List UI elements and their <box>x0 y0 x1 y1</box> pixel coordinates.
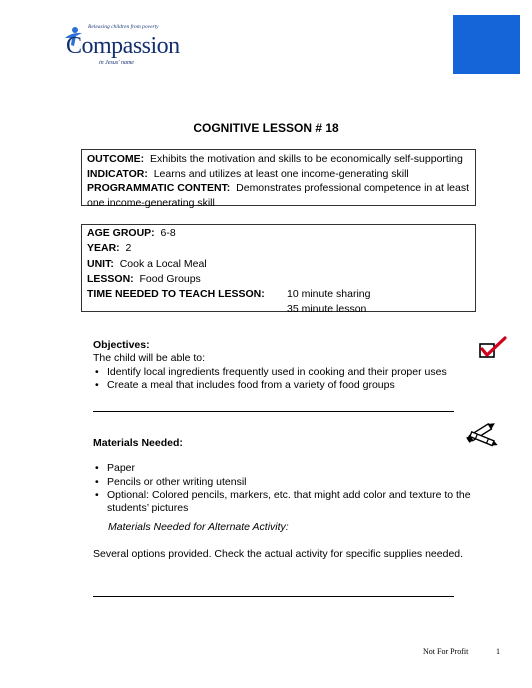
divider <box>93 596 454 597</box>
age-group-label: AGE GROUP: <box>87 227 155 239</box>
year-row <box>87 241 470 256</box>
pencil-crayon-icon <box>466 423 504 449</box>
logo-tagline: Releasing children from poverty <box>88 24 159 30</box>
objectives-list <box>93 366 473 393</box>
page-number: 1 <box>496 647 500 656</box>
checkbox-checked-icon <box>478 336 508 360</box>
logo-subline: in Jesus' name <box>99 60 134 66</box>
lesson-row <box>87 272 470 287</box>
indicator-row <box>87 167 470 182</box>
year-label: YEAR: <box>87 242 120 255</box>
indicator-text: Learns and utilizes at least one income-generating skill <box>153 167 409 180</box>
lesson-info-box <box>81 224 476 316</box>
programmatic-content-label: PROGRAMMATIC CONTENT: <box>87 182 231 194</box>
outcome-label: OUTCOME: <box>87 153 145 165</box>
logo-wordmark: Compassion <box>66 33 180 59</box>
time-label: TIME NEEDED TO TEACH LESSON: <box>87 288 265 301</box>
unit-value: Cook a Local Meal <box>119 257 207 270</box>
unit-label: UNIT: <box>87 257 114 270</box>
list-item: • Identify local ingredients frequently used in cooking and their proper uses <box>107 366 473 379</box>
materials-list <box>93 462 473 515</box>
lesson-title: COGNITIVE LESSON # 18 <box>193 121 339 135</box>
programmatic-content-continued: one income-generating skill <box>87 196 215 209</box>
list-item: • Optional: Colored pencils, markers, etc. that might add color and texture to the students’ pictures <box>107 489 473 516</box>
materials-heading: Materials Needed: <box>93 437 183 449</box>
alternate-materials-heading: Materials Needed for Alternate Activity: <box>108 521 289 534</box>
outcome-text: Exhibits the motivation and skills to be economically self-supporting <box>150 153 463 165</box>
outcome-box <box>81 149 476 209</box>
list-item: • Pencils or other writing utensil <box>107 476 473 489</box>
year-value: 2 <box>125 242 132 255</box>
outcome-row <box>87 152 470 167</box>
brand-color-block <box>453 15 520 74</box>
age-group-row <box>87 226 470 241</box>
materials-section <box>93 437 473 561</box>
programmatic-content-row <box>87 181 470 196</box>
list-item: • Paper <box>107 462 473 475</box>
time-row-2 <box>87 302 470 317</box>
lesson-label: LESSON: <box>87 272 134 285</box>
time-value-sharing: 10 minute sharing <box>287 288 371 301</box>
unit-row <box>87 257 470 272</box>
alternate-materials-text: Several options provided. Check the actual activity for specific supplies needed. <box>93 547 464 560</box>
indicator-label: INDICATOR: <box>87 167 148 180</box>
footer-label: Not For Profit <box>423 647 469 656</box>
objectives-heading: Objectives: <box>93 339 150 351</box>
divider <box>93 411 454 412</box>
age-group-value: 6-8 <box>160 227 176 239</box>
list-item: • Create a meal that includes food from a variety of food groups <box>107 379 473 392</box>
programmatic-content-text: Demonstrates professional competence in at least <box>236 182 470 194</box>
objectives-section <box>93 339 473 392</box>
lesson-value: Food Groups <box>139 272 201 285</box>
compassion-logo <box>52 22 180 70</box>
time-row <box>87 287 470 302</box>
time-value-lesson: 35 minute lesson <box>287 303 367 316</box>
objectives-intro: The child will be able to: <box>93 352 206 365</box>
